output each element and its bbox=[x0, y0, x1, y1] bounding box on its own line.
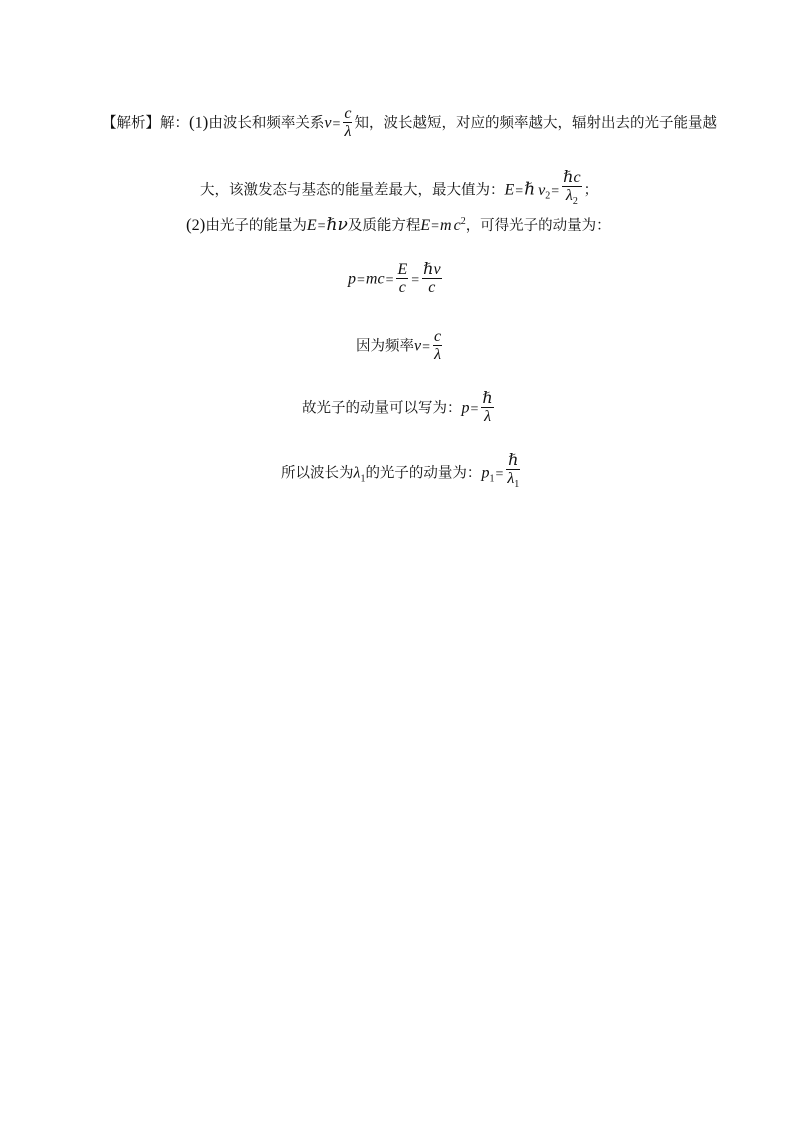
momentum-rewrite: 故光子的动量可以写为：p= $\frac{\text{ℏ}}{\lambda}$ bbox=[302, 390, 493, 425]
fraction-e-over-c: $\frac{E}{c}$ bbox=[397, 261, 408, 296]
solution-line-2: 大，该激发态与基态的能量差最大，最大值为：E=ℏ $\nu_2=$ $\frac{\text{ℏc}}{\lambda_2}$ ； bbox=[200, 170, 598, 211]
analysis-label: 【解析】 bbox=[102, 115, 160, 132]
part-number-1: 1 bbox=[194, 114, 203, 132]
line1-text-a: 由波长和频率关系 bbox=[208, 115, 325, 132]
fraction-c-over-lambda: $\frac{c}{\lambda}$ bbox=[344, 105, 352, 140]
fraction-hnu-over-c: $\frac{\text{ℏν}}{c}$ bbox=[423, 261, 441, 296]
fraction-h-over-lambda1: $\frac{\text{ℏ}}{\lambda_1}$ bbox=[507, 452, 520, 491]
line5-text: 因为频率 bbox=[356, 338, 414, 355]
line3-text-b: 及质能方程 bbox=[347, 217, 421, 234]
h-nu-symbol: ℏν bbox=[326, 214, 348, 235]
frequency-equation: 因为频率ν= $\frac{c}{\lambda}$ bbox=[356, 328, 442, 363]
line1-text-b: 知，波长越短，对应的频率越大，辐射出去的光子能量越 bbox=[354, 115, 717, 132]
fraction-h-over-lambda: $\frac{\text{ℏ}}{\lambda}$ bbox=[482, 390, 493, 425]
line3-text-a: 由光子的能量为 bbox=[205, 217, 307, 234]
solution-line-3: (2)由光子的能量为E=ℏν及质能方程E=m $c^2$，可得光子的动量为： bbox=[186, 214, 611, 235]
line6-text: 故光子的动量可以写为： bbox=[302, 400, 462, 417]
energy-symbol: E bbox=[504, 181, 515, 199]
final-answer: 所以波长为$\lambda_1$的光子的动量为：$p_1=$ $\frac{\text{ℏ}}{\lambda_1}$ bbox=[281, 453, 522, 494]
part-number-2: 2 bbox=[191, 216, 200, 234]
solution-label: 解： bbox=[160, 115, 189, 132]
fraction-c-over-lambda: $\frac{c}{\lambda}$ bbox=[434, 328, 442, 363]
planck-symbol: ℏ bbox=[524, 179, 536, 200]
line3-text-c: ，可得光子的动量为： bbox=[465, 217, 611, 234]
line2-text-a: 大，该激发态与基态的能量差最大，最大值为： bbox=[200, 182, 505, 199]
nu-symbol: ν bbox=[538, 181, 546, 199]
fraction-hc-over-lambda2: $\frac{\text{ℏc}}{\lambda_2}$ bbox=[563, 169, 581, 208]
line7-text-a: 所以波长为 bbox=[281, 465, 354, 482]
line7-text-b: 的光子的动量为： bbox=[365, 465, 482, 482]
solution-line-1: 【解析】解：(1)由波长和频率关系ν= $\frac{c}{\lambda}$ 知，波长越短，对应的频率越大，辐射出去的光子能量越 bbox=[102, 105, 717, 140]
nu-symbol: ν bbox=[324, 114, 332, 132]
momentum-equation: p=mc= $\frac{E}{c}$ = $\frac{\text{ℏν}}{c}$ bbox=[348, 261, 441, 296]
